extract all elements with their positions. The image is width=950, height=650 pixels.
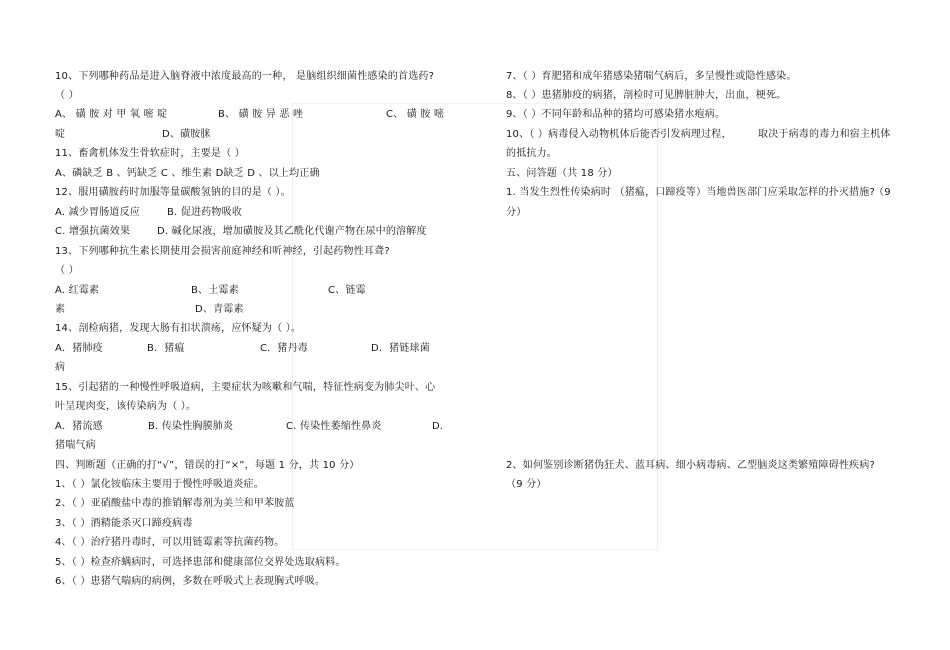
question-15-stem-cont: 叶呈现肉变，该传染病为（ ）。 (55, 401, 197, 412)
question-answer-2-cont: （9 分） (506, 479, 547, 490)
exam-page: 10、下列哪种药品是进入脑脊液中浓度最高的一种， 是脑组织细菌性感染的首选药? （ ） A、 磺 胺 对 甲 氧 嘧 啶 B、 磺 胺 异 恶 唑 C、 磺 胺 嘧 啶 D、磺胺脒 11、畜禽机体发生骨软症时，主要是（ ） A、磷缺乏 B 、钙缺乏 C 、维生素 D缺乏 D 、以上均正确 12、服用磺胺药时加服等量碳酸氢钠的目的是（ ）。 A. 减少胃肠道反应 B. 促进药物吸收 C. 增强抗菌效果 D. 碱化尿液，增加磺胺及其乙酰化代谢产物在尿中的溶解度 13、下列哪种抗生素长期使用会损害前庭神经和听神经，引起药物性耳聋? （ ） A. 红霉素 B、土霉素 C、链霉 素 D、青霉素 14、剖检病猪，发现大肠有扣状溃疡，应怀疑为（ ）。 A．猪肺疫 B．猪瘟 C．猪丹毒 D．猪链球菌 病 15、引起猪的一种慢性呼吸道病，主要症状为咳嗽和气喘，特征性病变为肺尖叶、心 叶呈现肉变，该传染病为（ ）。 A．猪流感 B. 传染性胸膜肺炎 C. 传染性萎缩性鼻炎 D. 猪喘气病 四、判断题（正确的打“√”，错误的打“×”，每题 1 分，共 10 分） 1、（ ）氯化铵临床主要用于慢性呼吸道炎症。 2、（ ）亚硝酸盐中毒的推销解毒剂为美兰和甲苯胺蓝 3、（ ）酒精能杀灭口蹄疫病毒 4、（ ）治疗猪丹毒时，可以用链霉素等抗菌药物。 5、（ ）检查疥螨病时，可选择患部和健康部位交界处选取病料。 6、（ ）患猪气喘病的病例，多数在呼吸式上表现胸式呼吸。 7、（ ）育肥猪和成年猪感染猪喘气病后，多呈慢性或隐性感染。 8、（ ）患猪肺疫的病猪，剖检时可见脾脏肿大，出血，梗死。 9、（ ）不同年龄和品种的猪均可感染猪水疱病。 10、（ ）病毒侵入动物机体后能否引发病理过程， 取决于病毒的毒力和宿主机体 的抵抗力。 五、问答题（共 18 分） 1. 当发生烈性传染病时 （猪瘟，口蹄疫等）当地兽医部门应采取怎样的扑灭措施? （9 分） 2、如何鉴别诊断猪伪狂犬、蓝耳病、细小病毒病、乙型脑炎这类繁殖障碍性疾病? （9 分） (55, 71, 891, 587)
question-14-options-cont: 病 (55, 362, 66, 373)
judge-item-8: 8、（ ）患猪肺疫的病猪，剖检时可见脾脏肿大，出血，梗死。 (506, 90, 787, 101)
judge-item-2: 2、（ ）亚硝酸盐中毒的推销解毒剂为美兰和甲苯胺蓝 (55, 498, 295, 509)
judge-item-4: 4、（ ）治疗猪丹毒时，可以用链霉素等抗菌药物。 (55, 537, 285, 548)
section-5-heading: 五、问答题（共 18 分） (506, 168, 618, 179)
question-13-stem: 13、下列哪种抗生素长期使用会损害前庭神经和听神经，引起药物性耳聋? (55, 246, 390, 257)
question-14-stem: 14、剖检病猪，发现大肠有扣状溃疡，应怀疑为（ ）。 (55, 323, 302, 334)
question-13-answer-blank: （ ） (55, 265, 79, 276)
judge-item-9: 9、（ ）不同年龄和品种的猪均可感染猪水疱病。 (506, 109, 726, 120)
question-15-options-cont: 猪喘气病 (55, 440, 96, 451)
question-10-answer-blank: （ ） (55, 90, 79, 101)
judge-item-6: 6、（ ）患猪气喘病的病例，多数在呼吸式上表现胸式呼吸。 (55, 576, 326, 587)
question-11-stem: 11、畜禽机体发生骨软症时，主要是（ ） (55, 148, 245, 159)
judge-item-1: 1、（ ）氯化铵临床主要用于慢性呼吸道炎症。 (55, 479, 264, 490)
question-15-stem: 15、引起猪的一种慢性呼吸道病，主要症状为咳嗽和气喘，特征性病变为肺尖叶、心 (55, 382, 436, 393)
judge-item-5: 5、（ ）检查疥螨病时，可选择患部和健康部位交界处选取病料。 (55, 557, 346, 568)
question-11-options: A、磷缺乏 B 、钙缺乏 C 、维生素 D缺乏 D 、以上均正确 (55, 168, 320, 179)
judge-item-7: 7、（ ）育肥猪和成年猪感染猪喘气病后，多呈慢性或隐性感染。 (506, 71, 797, 82)
section-4-heading: 四、判断题（正确的打“√”，错误的打“×”，每题 1 分，共 10 分） (55, 460, 360, 471)
judge-item-10-cont: 的抵抗力。 (506, 148, 557, 159)
question-answer-2: 2、如何鉴别诊断猪伪狂犬、蓝耳病、细小病毒病、乙型脑炎这类繁殖障碍性疾病? (506, 460, 876, 471)
judge-item-3: 3、（ ）酒精能杀灭口蹄疫病毒 (55, 518, 193, 529)
question-answer-1-cont: 分） (506, 207, 527, 218)
question-12-stem: 12、服用磺胺药时加服等量碳酸氢钠的目的是（ ）。 (55, 187, 291, 198)
